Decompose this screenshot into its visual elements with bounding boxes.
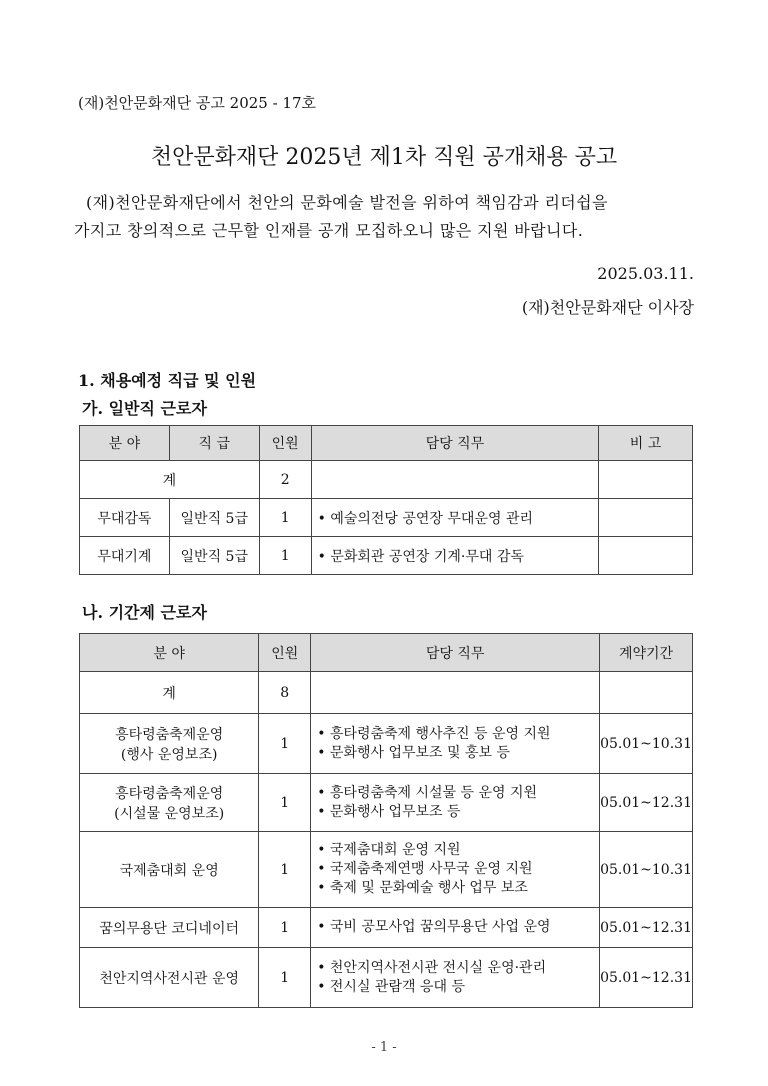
row-field: 무대기계 [80,537,170,575]
row-period: 05.01~12.31 [600,774,693,832]
row-count: 1 [259,774,311,832]
fixed-term-staff-table [79,633,693,1008]
row-period: 05.01~10.31 [600,832,693,908]
row-field-line: 천안지역사전시관 운영 [99,970,240,987]
row-field-line: (행사 운영보조) [120,746,218,763]
header-field: 분 야 [80,634,259,672]
header-grade: 직 급 [169,426,259,461]
header-field: 분 야 [80,426,170,461]
total-row [80,461,693,499]
row-field [80,948,259,1008]
duty-item: • 국비 공모사업 꿈의무용단 사업 운영 [317,919,551,935]
duty-item: • 문화행사 업무보조 등 [317,803,461,820]
row-field [80,714,259,774]
table-row [80,499,693,537]
table-row [80,908,693,948]
notice-number: (재)천안문화재단 공고 2025 - 17호 [78,94,317,112]
row-count: 1 [259,499,311,537]
row-duty [311,714,600,774]
page-number: - 1 - [371,1040,397,1055]
table-header-row [80,426,693,461]
table-row [80,714,693,774]
signature: (재)천안문화재단 이사장 [521,298,694,317]
duty-item: • 흥타령춤축제 시설물 등 운영 지원 [317,784,538,801]
total-row [80,672,693,714]
row-grade: 일반직 5급 [169,499,259,537]
duty-item: • 문화행사 업무보조 및 홍보 등 [317,744,510,761]
row-field-line: 국제춤대회 운영 [119,862,219,879]
header-duty: 담당 직무 [311,634,600,672]
duty-item: • 흥타령춤축제 행사추진 등 운영 지원 [317,725,551,742]
duty-item: • 축제 및 문화예술 행사 업무 보조 [317,880,528,896]
row-field-line: 흥타령춤축제운영 [115,785,224,802]
row-field: 무대감독 [80,499,170,537]
table-row [80,774,693,832]
total-count: 2 [259,461,311,499]
regular-staff-table [79,425,693,575]
row-period: 05.01~10.31 [600,714,693,774]
duty-item: • 천안지역사전시관 전시실 운영·관리 [317,959,547,976]
intro-line-2: 가지고 창의적으로 근무할 인재를 공개 모집하오니 많은 지원 바랍니다. [74,221,584,240]
subsection-b-heading: 나. 기간제 근로자 [82,603,207,622]
row-count: 1 [259,714,311,774]
row-note [599,537,693,575]
duty-item: • 국제춤축제연맹 사무국 운영 지원 [317,861,533,877]
row-count: 1 [259,948,311,1008]
row-count: 1 [259,537,311,575]
row-period: 05.01~12.31 [600,948,693,1008]
row-field-line: 꿈의무용단 코디네이터 [99,920,240,937]
row-count: 1 [259,908,311,948]
row-field-line: (시설물 운영보조) [114,805,225,822]
row-count: 1 [259,832,311,908]
total-count: 8 [259,672,311,714]
header-note: 비 고 [599,426,693,461]
section-1-heading: 1. 채용예정 직급 및 인원 [78,371,257,390]
total-label: 계 [80,461,260,499]
table-row [80,537,693,575]
row-duty [311,832,600,908]
announcement-date: 2025.03.11. [597,264,694,283]
row-duty: • 문화회관 공연장 기계·무대 감독 [311,537,599,575]
row-period: 05.01~12.31 [600,908,693,948]
row-duty [311,908,600,948]
duty-item: • 국제춤대회 운영 지원 [317,842,461,858]
row-field [80,774,259,832]
header-period: 계약기간 [600,634,693,672]
intro-line-1: (재)천안문화재단에서 천안의 문화예술 발전을 위하여 책임감과 리더쉽을 [86,193,608,212]
row-field [80,908,259,948]
row-duty [311,948,600,1008]
row-grade: 일반직 5급 [169,537,259,575]
row-duty [311,774,600,832]
row-field [80,832,259,908]
row-field-line: 흥타령춤축제운영 [115,726,224,743]
subsection-a-heading: 가. 일반직 근로자 [82,399,207,418]
table-header-row [80,634,693,672]
total-label: 계 [80,672,259,714]
row-duty: • 예술의전당 공연장 무대운영 관리 [311,499,599,537]
row-note [599,499,693,537]
document-title: 천안문화재단 2025년 제1차 직원 공개채용 공고 [150,145,618,170]
table-row [80,832,693,908]
header-count: 인원 [259,634,311,672]
table-row [80,948,693,1008]
header-count: 인원 [259,426,311,461]
header-duty: 담당 직무 [311,426,599,461]
duty-item: • 전시실 관람객 응대 등 [317,978,465,995]
